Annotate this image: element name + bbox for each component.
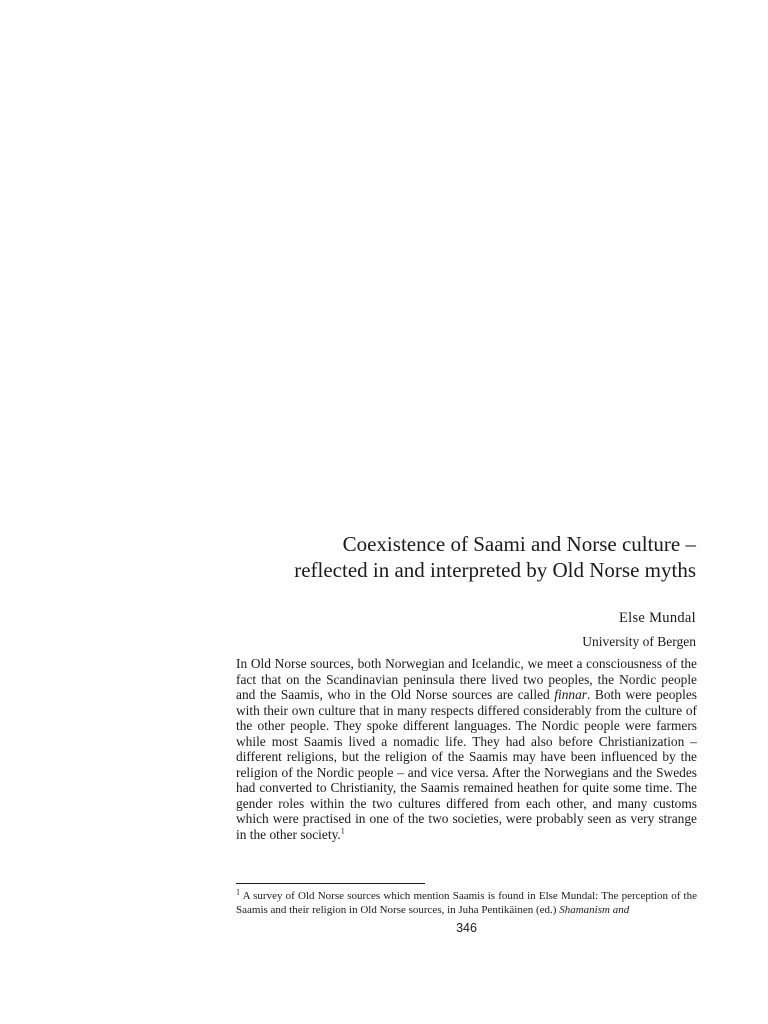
- footnote-italic-title: Shamanism and: [559, 903, 630, 916]
- footnote-reference[interactable]: 1: [340, 826, 345, 836]
- article-title-line-2: reflected in and interpreted by Old Norse myths: [294, 558, 696, 582]
- footnote-separator: [236, 883, 425, 884]
- author-affiliation: University of Bergen: [582, 634, 696, 649]
- footnote: [236, 887, 697, 917]
- body-paragraph: [236, 656, 697, 842]
- article-title: [236, 531, 696, 583]
- body-italic-term: finnar: [554, 687, 588, 702]
- body-text-part-1: In Old Norse sources, both Norwegian and Icelandic, we meet a consciousness of the fact that on the Scandinavian peninsula there lived two peoples, the Nordic people and the Saamis, who in the Old Norse sources are called: [236, 656, 697, 702]
- body-text-part-2: . Both were peoples with their own culture that in many respects differed considerably from the culture of the other people. They spoke different languages. The Nordic people were farmers while most Saamis lived a nomadic life. They had also before Christianization – different religions, but the religion of the Saamis may have been influenced by the religion of the Nordic people – and vice versa. After the Norwegians and the Swedes had converted to Christianity, the Saamis remained heathen for quite some time. The gender roles within the two cultures differed from each other, and many customs which were practised in one of the two societies, were probably seen as very strange in the other society.: [236, 687, 698, 842]
- article-title-line-1: Coexistence of Saami and Norse culture –: [342, 532, 696, 556]
- author-name: Else Mundal: [619, 610, 696, 626]
- page-number: 346: [456, 921, 477, 935]
- footnote-text: A survey of Old Norse sources which mention Saamis is found in Else Mundal: The perception of the Saamis and their religion in Old Norse sources, in Juha Pentikäinen (ed.): [236, 890, 697, 916]
- footnote-marker: 1: [236, 887, 240, 897]
